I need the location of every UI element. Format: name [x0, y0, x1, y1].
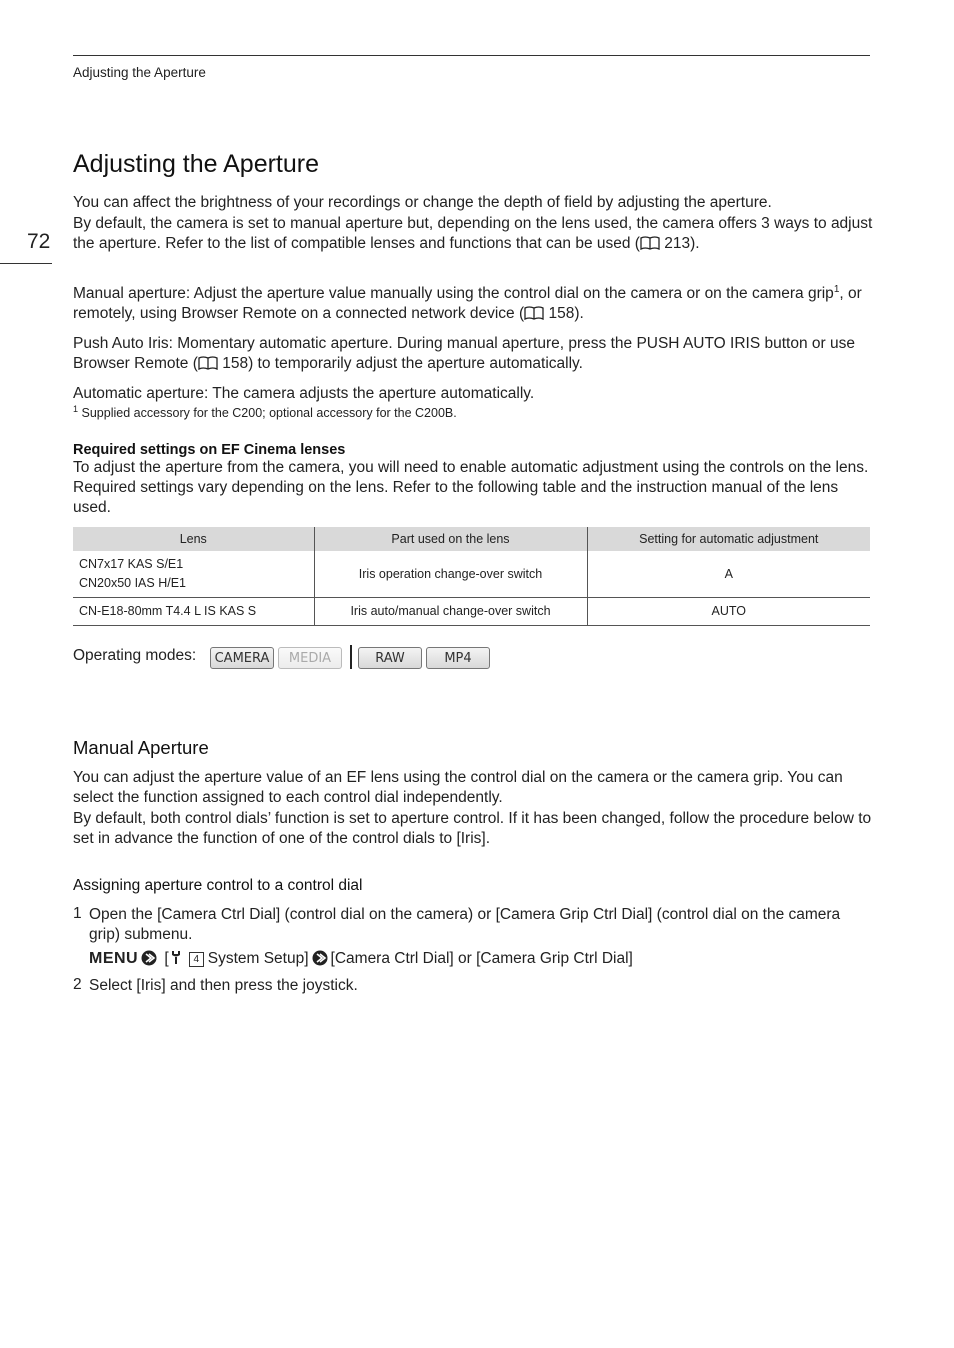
mode-badge-media: MEDIA: [278, 647, 342, 669]
step-number: 2: [73, 976, 82, 993]
table-cell-part: Iris operation change-over switch: [314, 551, 587, 598]
book-icon: [198, 356, 218, 376]
manual-aperture-p1: You can adjust the aperture value of an EF lens using the control dial on the camera or the camera grip. You can select the function assigned to each control dial independently.: [73, 769, 843, 806]
book-icon: [524, 306, 544, 326]
step-1-text: Open the [Camera Ctrl Dial] (control dial on the camera) or [Camera Grip Ctrl Dial] (control dial on the camera grip) submenu.: [89, 906, 841, 943]
table-cell-setting: A: [587, 551, 870, 598]
table-row: [73, 551, 870, 598]
table-header: Setting for automatic adjustment: [587, 527, 870, 551]
mode-badge-camera: CAMERA: [210, 647, 274, 669]
table-cell-lens: CN-E18-80mm T4.4 L IS KAS S: [73, 598, 314, 626]
footnote: $^1$ Supplied accessory for the C200; optional accessory for the C200B.: [73, 404, 457, 421]
ef-section-body: To adjust the aperture from the camera, you will need to enable automatic adjustment using the controls on the lens. Required settings vary depending on the lens. Refer to the following table and the instruction manual of the lens used.: [73, 459, 869, 516]
arrow-right-icon: [141, 950, 157, 971]
lens-table: [73, 527, 870, 626]
arrow-right-icon: [312, 950, 328, 971]
mode-manual: Manual aperture: Adjust the aperture value manually using the control dial on the camera or on the camera grip$^1$, or remotely, using Browser Remote on a connected network device ( 158).: [73, 284, 873, 326]
assign-heading: Assigning aperture control to a control dial: [73, 877, 363, 894]
mode-automatic: Automatic aperture: The camera adjusts the aperture automatically.: [73, 385, 535, 402]
menu-label: MENU: [89, 950, 139, 967]
table-cell-setting: AUTO: [587, 598, 870, 626]
ef-section-heading: Required settings on EF Cinema lenses: [73, 442, 346, 458]
book-icon: [640, 236, 660, 256]
table-header: Lens: [73, 527, 314, 551]
step-2-text: Select [Iris] and then press the joystick.: [89, 977, 358, 994]
mode-separator: [350, 645, 352, 669]
table-row: [73, 598, 870, 626]
manual-ref[interactable]: 158: [548, 305, 575, 322]
operating-modes-label: Operating modes:: [73, 647, 197, 664]
page-number-rule: [0, 263, 52, 264]
mode-badge-mp4: MP4: [426, 647, 490, 669]
menu-path: MENU [ 4 System Setup] [Camera Ctrl Dial] or [Camera Grip Ctrl Dial]: [89, 950, 633, 971]
intro-p1: You can affect the brightness of your recordings or change the depth of field by adjusting the aperture.: [73, 194, 772, 211]
mode-push-auto-iris: Push Auto Iris: Momentary automatic aperture. During manual aperture, press the PUSH AUTO IRIS button or use Browser Remote ( 158) to temporarily adjust the aperture automatically.: [73, 334, 873, 376]
intro-p2: By default, the camera is set to manual aperture but, depending on the lens used, the camera offers 3 ways to adjust the aperture. Refer to the list of compatible lenses and functions that can be used ( 213).: [73, 214, 873, 256]
intro-ref[interactable]: 213: [664, 235, 691, 252]
table-header: Part used on the lens: [314, 527, 587, 551]
wrench-icon: [169, 950, 183, 970]
page-number: 72: [27, 230, 51, 253]
manual-aperture-heading: Manual Aperture: [73, 737, 209, 758]
mode-badge-raw: RAW: [358, 647, 422, 669]
table-header-row: [73, 527, 870, 551]
header-rule: [73, 55, 870, 56]
menu-tab-number: 4: [189, 952, 204, 967]
step-number: 1: [73, 905, 82, 922]
push-ref[interactable]: 158: [222, 355, 249, 372]
page-title: Adjusting the Aperture: [73, 150, 319, 178]
table-cell-lens: CN7x17 KAS S/E1 CN20x50 IAS H/E1: [73, 551, 314, 598]
running-head: Adjusting the Aperture: [73, 65, 206, 80]
manual-aperture-p2: By default, both control dials’ function is set to aperture control. If it has been changed, follow the procedure below to set in advance the function of one of the control dials to [Iris].: [73, 810, 872, 847]
table-cell-part: Iris auto/manual change-over switch: [314, 598, 587, 626]
